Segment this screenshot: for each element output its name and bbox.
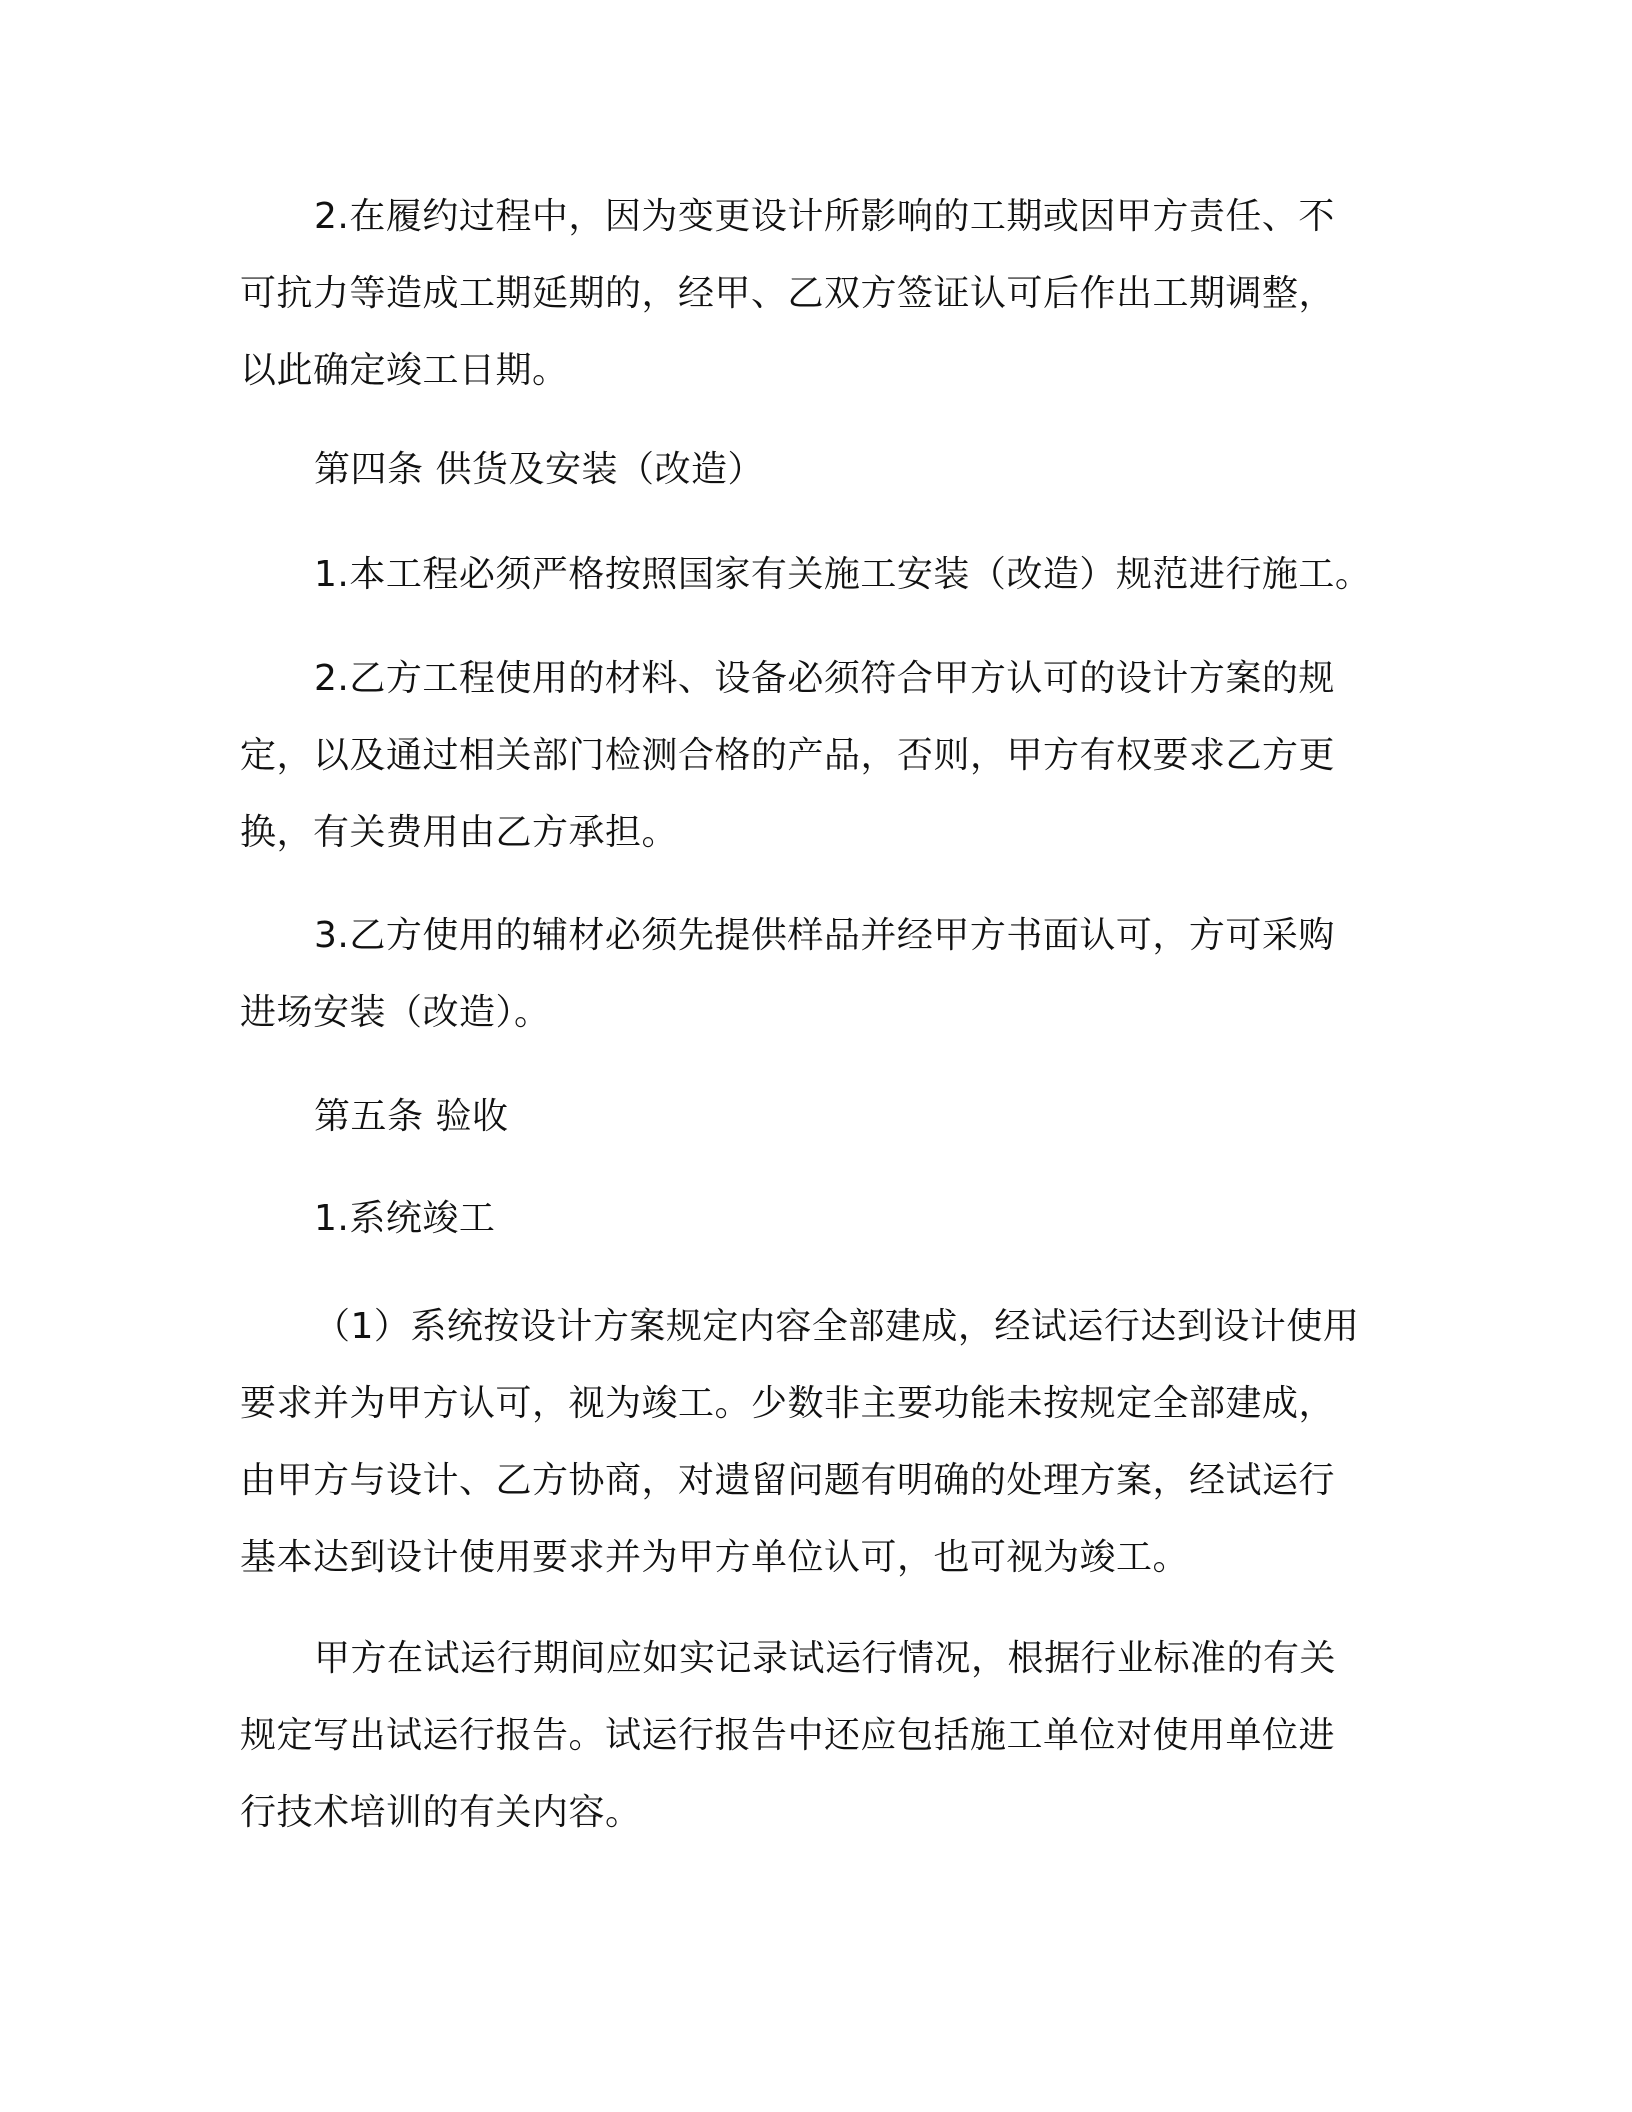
paragraph-auxiliary-materials — [240, 897, 1380, 1051]
paragraph-materials — [240, 640, 1380, 871]
paragraph-line: （1）系统按设计方案规定内容全部建成，经试运行达到设计使用 — [314, 1306, 1360, 1347]
paragraph-line: 行技术培训的有关内容。 — [240, 1792, 642, 1833]
paragraph-installation-standard — [240, 536, 1380, 613]
subheading-system-completion — [240, 1180, 1380, 1257]
section-heading-text: 第四条 供货及安装（改造） — [314, 449, 764, 490]
paragraph-completion-criteria — [240, 1288, 1380, 1596]
subheading-text: 1.系统竣工 — [314, 1198, 496, 1239]
section-heading-text: 第五条 验收 — [314, 1096, 509, 1137]
paragraph-trial-run-report — [240, 1620, 1380, 1851]
paragraph-line: 定，以及通过相关部门检测合格的产品，否则，甲方有权要求乙方更 — [240, 735, 1336, 776]
paragraph-line: 2.在履约过程中，因为变更设计所影响的工期或因甲方责任、不 — [314, 196, 1335, 237]
paragraph-line: 以此确定竣工日期。 — [240, 350, 569, 391]
paragraph-line: 要求并为甲方认可，视为竣工。少数非主要功能未按规定全部建成， — [240, 1383, 1336, 1424]
section-heading-article-5 — [240, 1078, 1380, 1155]
paragraph-line: 甲方在试运行期间应如实记录试运行情况，根据行业标准的有关 — [314, 1638, 1337, 1679]
paragraph-line: 规定写出试运行报告。试运行报告中还应包括施工单位对使用单位进 — [240, 1715, 1336, 1756]
paragraph-line: 3.乙方使用的辅材必须先提供样品并经甲方书面认可，方可采购 — [314, 915, 1335, 956]
paragraph-line: 换，有关费用由乙方承担。 — [240, 812, 679, 853]
paragraph-line: 1.本工程必须严格按照国家有关施工安装（改造）规范进行施工。 — [314, 554, 1372, 595]
paragraph-line: 由甲方与设计、乙方协商，对遗留问题有明确的处理方案，经试运行 — [240, 1460, 1336, 1501]
paragraph-line: 可抗力等造成工期延期的，经甲、乙双方签证认可后作出工期调整， — [240, 273, 1336, 314]
paragraph-line: 2.乙方工程使用的材料、设备必须符合甲方认可的设计方案的规 — [314, 658, 1335, 699]
paragraph-construction-delay — [240, 178, 1380, 409]
section-heading-article-4 — [240, 431, 1380, 508]
paragraph-line: 进场安装（改造）。 — [240, 992, 551, 1033]
paragraph-line: 基本达到设计使用要求并为甲方单位认可，也可视为竣工。 — [240, 1537, 1190, 1578]
